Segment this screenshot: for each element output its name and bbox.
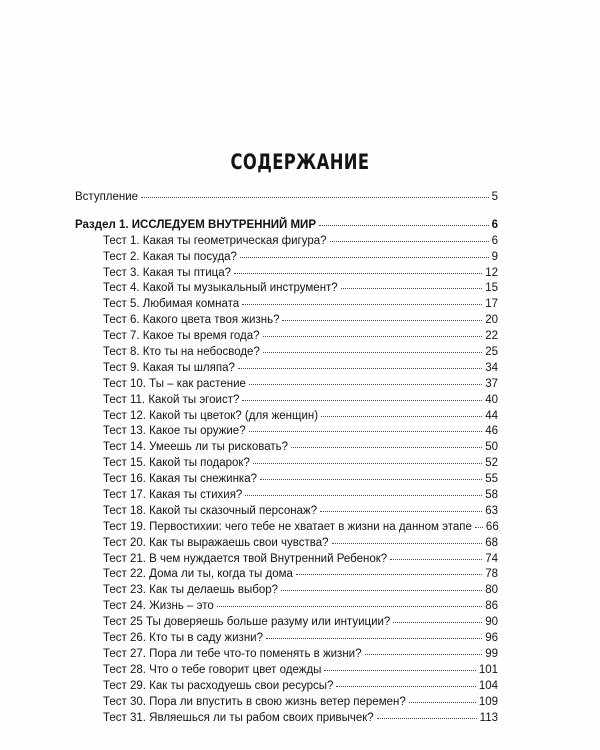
toc-entry-label: Тест 6. Какого цвета твоя жизнь? xyxy=(103,314,280,327)
toc-entry-label: Тест 17. Какая ты стихия? xyxy=(103,489,243,502)
toc-entry xyxy=(75,424,498,440)
dot-leader xyxy=(234,272,482,274)
toc-entry xyxy=(75,266,498,282)
dot-leader xyxy=(240,256,489,258)
toc-entry xyxy=(75,281,498,297)
toc-entry-page: 101 xyxy=(478,663,498,676)
toc-entry-label: Тест 2. Какая ты посуда? xyxy=(103,250,237,263)
toc-entry-page: 17 xyxy=(485,298,498,311)
toc-entry-page: 68 xyxy=(485,536,498,549)
toc-entry xyxy=(75,409,498,425)
toc-entry-label: Тест 3. Какая ты птица? xyxy=(103,266,231,279)
page-title: СОДЕРЖАНИЕ xyxy=(230,150,370,174)
toc-entry xyxy=(75,599,498,615)
dot-leader xyxy=(321,415,482,417)
dot-leader xyxy=(319,224,489,226)
dot-leader xyxy=(242,399,482,401)
toc-entry-page: 20 xyxy=(485,314,498,327)
toc-entry xyxy=(75,631,498,647)
dot-leader xyxy=(260,478,482,480)
dot-leader xyxy=(320,510,482,512)
toc-entry-page: 63 xyxy=(485,504,498,517)
toc-entry xyxy=(75,504,498,520)
toc-entry xyxy=(75,583,498,599)
toc-entry-label: Тест 9. Какая ты шляпа? xyxy=(103,361,235,374)
dot-leader xyxy=(238,367,482,369)
toc-entry-label: Тест 1. Какая ты геометрическая фигура? xyxy=(103,234,327,247)
toc-entry-page: 46 xyxy=(485,425,498,438)
toc-entry xyxy=(75,297,498,313)
dot-leader xyxy=(249,430,483,432)
toc-entry-page: 15 xyxy=(485,282,498,295)
toc-entry-label: Тест 19. Первостихии: чего тебе не хватает в жизни на данном этапе xyxy=(103,520,472,533)
toc-entry xyxy=(75,313,498,329)
dot-leader xyxy=(332,542,483,544)
toc-entry-page: 66 xyxy=(485,520,499,533)
toc-entry-label: Тест 20. Как ты выражаешь свои чувства? xyxy=(103,536,329,549)
dot-leader xyxy=(291,446,482,448)
dot-leader xyxy=(336,685,475,687)
toc-entry-label: Тест 13. Какое ты оружие? xyxy=(103,425,246,438)
toc-entry-label: Тест 5. Любимая комната xyxy=(103,298,240,311)
dot-leader xyxy=(330,240,489,242)
toc-entry-page: 12 xyxy=(485,266,498,279)
toc-entry xyxy=(75,345,498,361)
toc-entry-page: 25 xyxy=(485,346,498,359)
toc-entry xyxy=(75,615,498,631)
dot-leader xyxy=(341,287,482,289)
toc-entry-label: Тест 25 Ты доверяешь больше разуму или интуиции? xyxy=(103,616,391,629)
toc-entry-page: 104 xyxy=(478,679,498,692)
toc-entry-label: Вступление xyxy=(75,191,139,203)
dot-leader xyxy=(282,319,482,321)
dot-leader xyxy=(141,196,489,198)
dot-leader xyxy=(266,637,482,639)
toc-entry xyxy=(75,663,498,679)
dot-leader xyxy=(263,351,482,353)
toc-entry xyxy=(75,488,498,504)
toc-entry-label: Тест 30. Пора ли впустить в свою жизнь ветер перемен? xyxy=(103,695,406,708)
dot-leader xyxy=(324,669,475,671)
toc-entry-page: 90 xyxy=(485,616,498,629)
toc-entry xyxy=(75,567,498,583)
toc-entry xyxy=(75,520,498,536)
toc-entry-label: Тест 10. Ты – как растение xyxy=(103,377,246,390)
toc-entry-page: 99 xyxy=(485,647,498,660)
dot-leader xyxy=(393,621,482,623)
toc-entry-page: 37 xyxy=(485,377,498,390)
toc-entry-page: 80 xyxy=(485,584,498,597)
toc-entry-label: Тест 18. Какой ты сказочный персонаж? xyxy=(103,504,318,517)
toc-entry-label: Тест 31. Являешься ли ты рабом своих привычек? xyxy=(103,711,374,724)
dot-leader xyxy=(365,653,483,655)
dot-leader xyxy=(253,462,482,464)
dot-leader xyxy=(249,383,482,385)
toc-entry xyxy=(75,711,498,727)
toc-entry-label: Тест 11. Какой ты эгоист? xyxy=(103,393,240,406)
toc-entry-page: 50 xyxy=(485,441,498,454)
toc-entry-page: 78 xyxy=(485,568,498,581)
toc-entry-page: 5 xyxy=(491,191,498,203)
toc-section-heading xyxy=(75,218,498,234)
toc-entry-label: Тест 12. Какой ты цветок? (для женщин) xyxy=(103,409,319,422)
toc-section-label: Раздел 1. ИССЛЕДУЕМ ВНУТРЕННИЙ МИР xyxy=(75,218,316,231)
toc-entry-label: Тест 22. Дома ли ты, когда ты дома xyxy=(103,568,293,581)
toc-entry xyxy=(75,456,498,472)
toc-entry-page: 6 xyxy=(491,234,498,247)
dot-leader xyxy=(475,526,483,528)
toc-entry-page: 34 xyxy=(485,361,498,374)
dot-leader xyxy=(409,701,476,703)
toc-entry-label: Тест 24. Жизнь – это xyxy=(103,600,214,613)
toc-entry-page: 58 xyxy=(485,489,498,502)
toc-entry-label: Тест 16. Какая ты снежинка? xyxy=(103,473,258,486)
toc-entry xyxy=(75,679,498,695)
toc-entry-label: Тест 8. Кто ты на небосводе? xyxy=(103,346,260,359)
toc-entry-page: 9 xyxy=(491,250,498,263)
dot-leader xyxy=(263,335,483,337)
toc-entry-page: 86 xyxy=(485,600,498,613)
toc-entry-page: 113 xyxy=(479,711,498,724)
toc-entry-label: Тест 27. Пора ли тебе что-то поменять в жизни? xyxy=(103,647,362,660)
dot-leader xyxy=(377,717,477,719)
toc-entry-label: Тест 26. Кто ты в саду жизни? xyxy=(103,632,263,645)
toc-section-page: 6 xyxy=(491,218,498,231)
table-of-contents xyxy=(75,190,498,726)
toc-entry-label: Тест 28. Что о тебе говорит цвет одежды xyxy=(103,663,322,676)
toc-entry-label: Тест 29. Как ты расходуешь свои ресурсы? xyxy=(103,679,334,692)
toc-entry xyxy=(75,361,498,377)
dot-leader xyxy=(296,573,482,575)
toc-entry-page: 109 xyxy=(478,695,498,708)
toc-entry-page: 40 xyxy=(485,393,498,406)
toc-entry xyxy=(75,234,498,250)
toc-entry xyxy=(75,250,498,266)
toc-entry xyxy=(75,536,498,552)
dot-leader xyxy=(281,589,482,591)
toc-entry xyxy=(75,472,498,488)
toc-entry-page: 52 xyxy=(485,457,498,470)
toc-entry xyxy=(75,377,498,393)
toc-entry-page: 22 xyxy=(485,330,498,343)
toc-entry-label: Тест 14. Умеешь ли ты рисковать? xyxy=(103,441,289,454)
toc-entry xyxy=(75,329,498,345)
toc-entry-label: Тест 21. В чем нуждается твой Внутренний Ребенок? xyxy=(103,552,388,565)
toc-entry xyxy=(75,695,498,711)
dot-leader xyxy=(217,605,482,607)
dot-leader xyxy=(390,558,482,560)
toc-entry-label: Тест 7. Какое ты время года? xyxy=(103,330,260,343)
toc-entry-page: 55 xyxy=(485,473,498,486)
toc-entry-page: 44 xyxy=(485,409,498,422)
toc-entry xyxy=(75,647,498,663)
toc-entry-intro xyxy=(75,190,498,206)
dot-leader xyxy=(245,494,482,496)
toc-entry-page: 74 xyxy=(485,552,498,565)
toc-entry xyxy=(75,440,498,456)
toc-entry xyxy=(75,393,498,409)
toc-entry xyxy=(75,552,498,568)
toc-entry-label: Тест 15. Какой ты подарок? xyxy=(103,457,250,470)
toc-entry-page: 96 xyxy=(485,632,498,645)
toc-entry-label: Тест 23. Как ты делаешь выбор? xyxy=(103,584,279,597)
toc-test-list xyxy=(75,234,498,727)
dot-leader xyxy=(242,303,482,305)
toc-entry-label: Тест 4. Какой ты музыкальный инструмент? xyxy=(103,282,338,295)
